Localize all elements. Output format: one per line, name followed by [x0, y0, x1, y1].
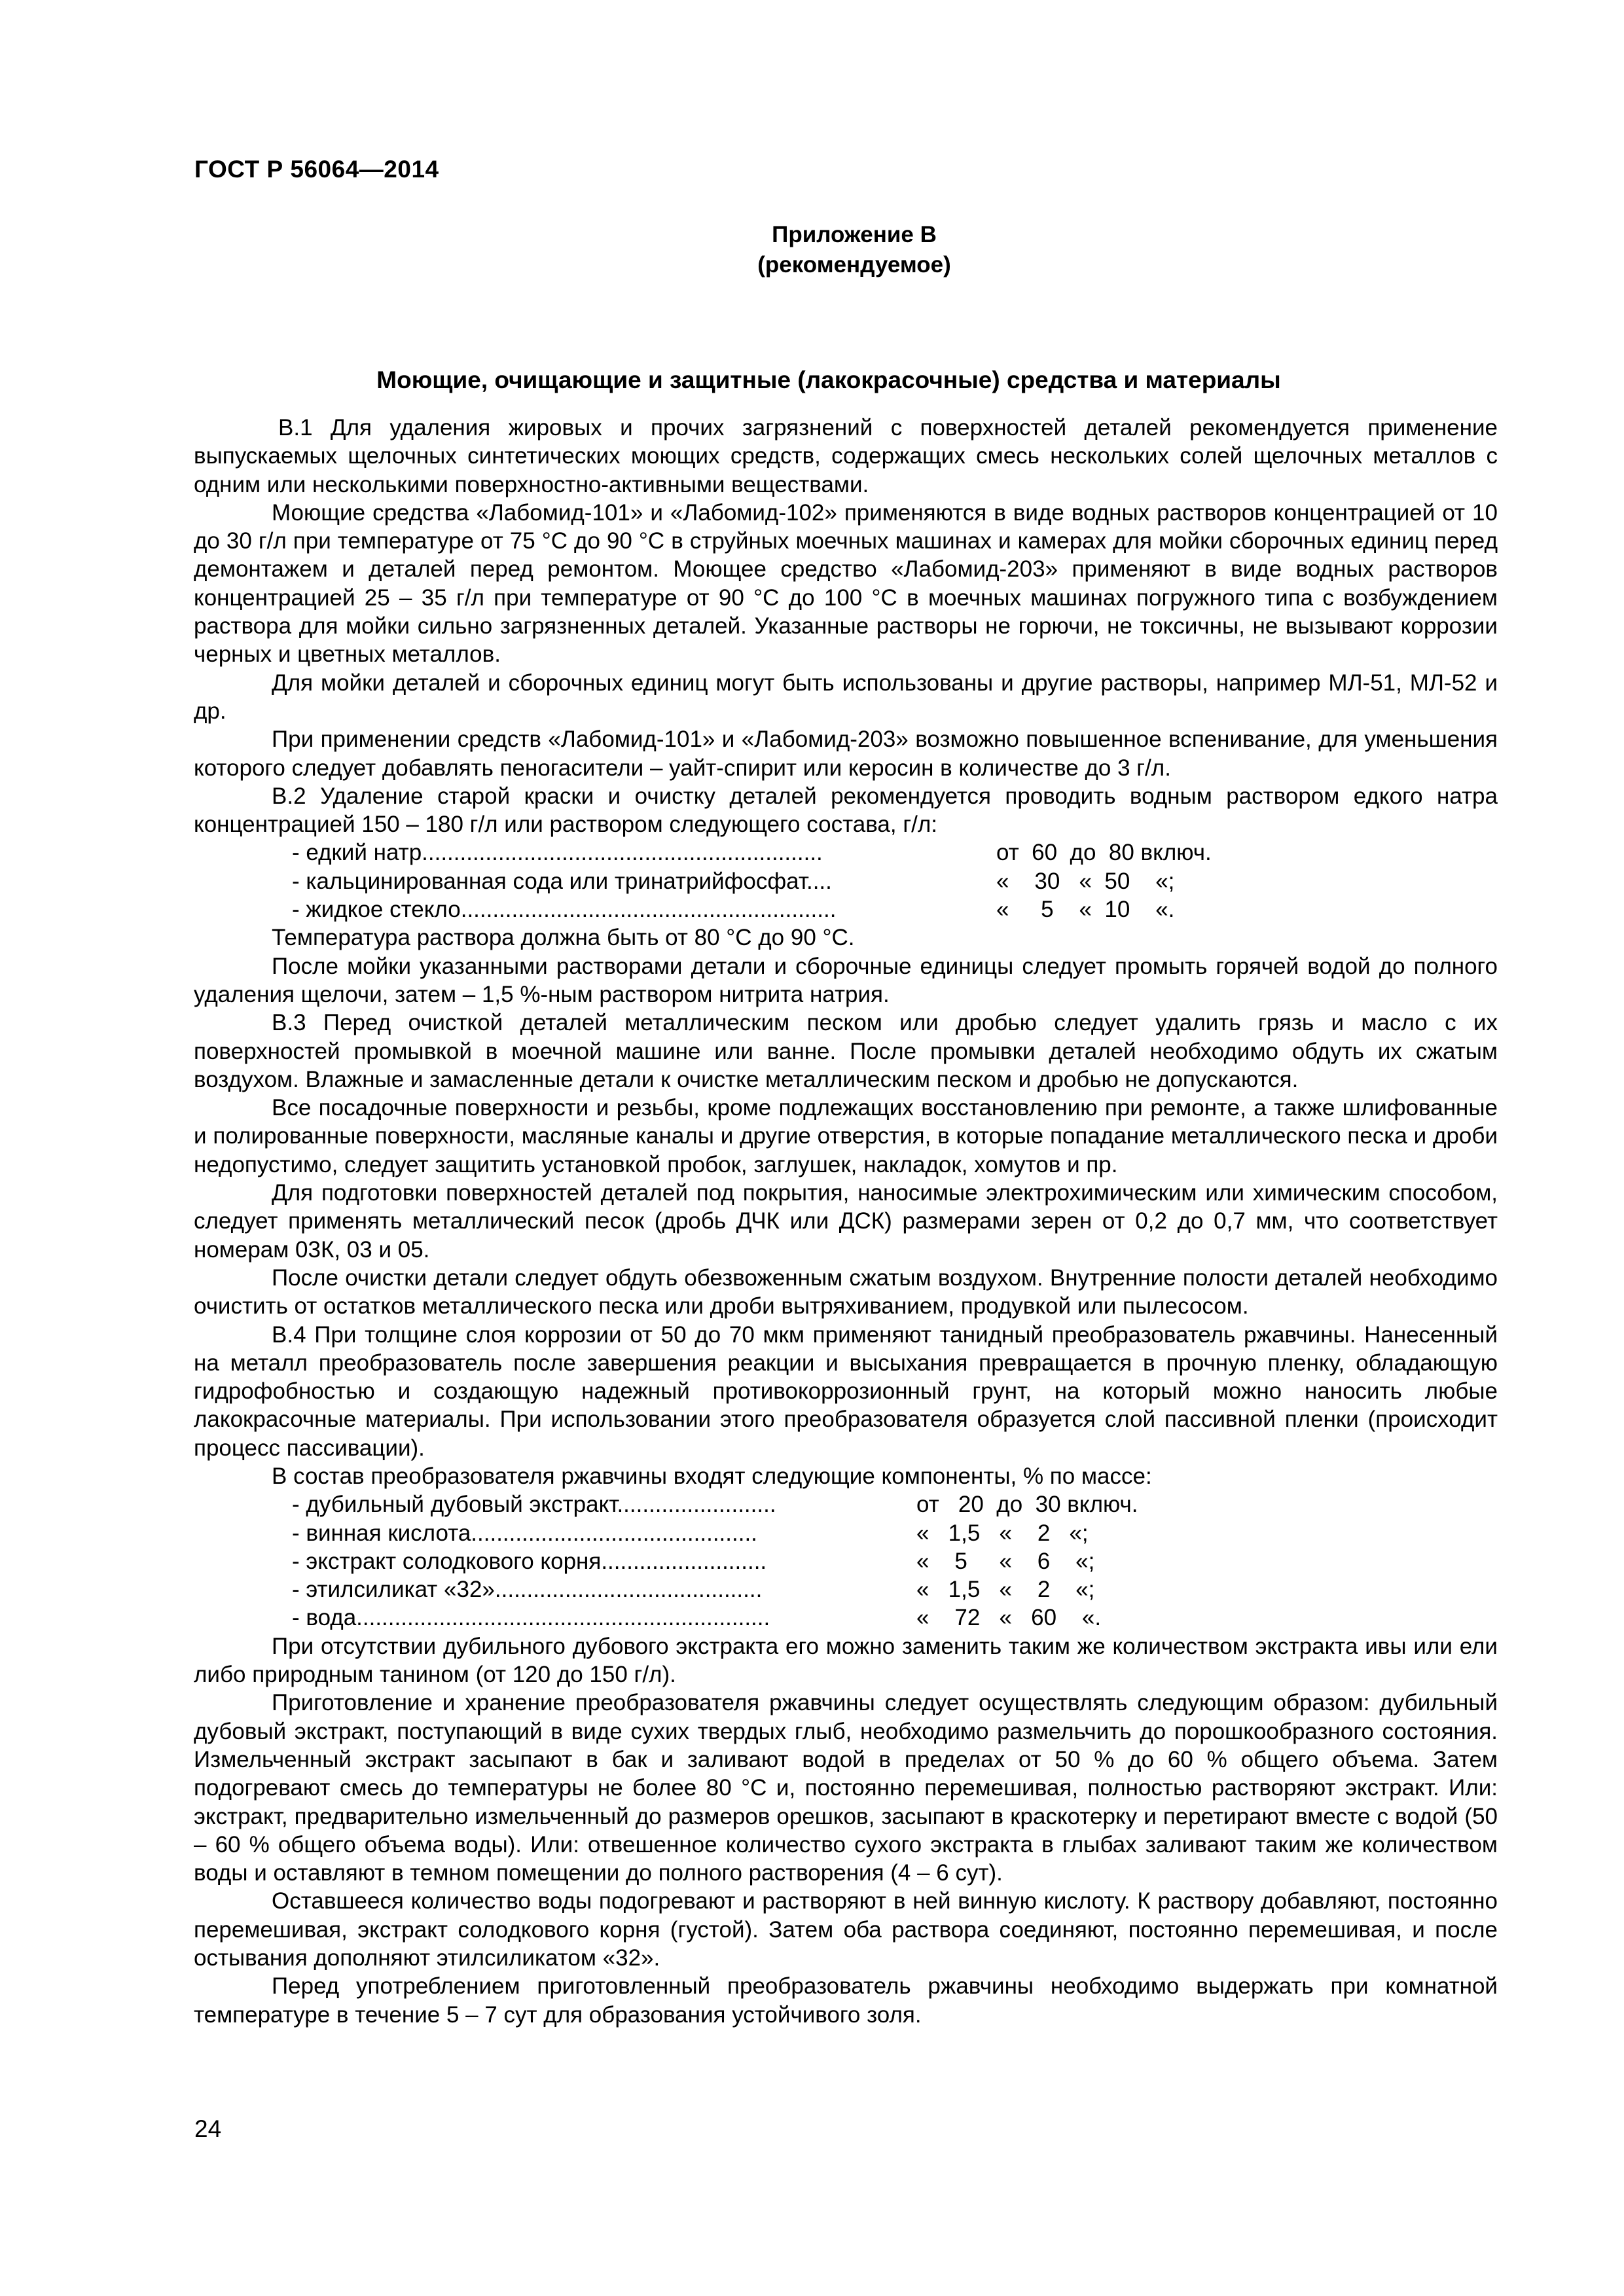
list-item [194, 838, 1498, 867]
paragraph: В состав преобразователя ржавчины входят следующие компоненты, % по массе: [272, 1463, 1152, 1489]
item-value: « 5 « 10 «. [996, 897, 1175, 923]
paragraph: Все посадочные поверхности и резьбы, кроме подлежащих восстановлению при ремонте, а также шлифованные и полированные поверхности, масляные каналы и другие отверстия, в которые попадание металлического песка и дроби недопустимо, следует защитить установкой пробок, заглушек, накладок, хомутов и пр. [194, 1095, 1498, 1177]
item-label: - экстракт солодкового корня.......................... [292, 1548, 767, 1574]
paragraph: Моющие средства «Лабомид-101» и «Лабомид-102» применяются в виде водных растворов концентрацией от 10 до 30 г/л при температуре от 75 °С до 90 °С в струйных моечных машинах и камерах для мойки сборочных единиц перед демонтажем и деталей перед ремонтом. Моющее средство «Лабомид-203» применяют в виде водных растворов концентрацией 25 – 35 г/л при температуре от 90 °С до 100 °С в моечных машинах погружного типа с возбуждением раствора для мойки сильно загрязненных деталей. Указанные растворы не горючи, не токсичны, не вызывают коррозии черных и цветных металлов. [194, 499, 1498, 668]
paint-removal-list [194, 838, 1498, 924]
list-item [194, 1604, 1498, 1632]
paragraph: Приготовление и хранение преобразователя ржавчины следует осуществлять следующим образом: дубильный дубовый экстракт, поступающий в виде сухих твердых глыб, необходимо размельчить до порошкообразного состояния. Измельченный экстракт засыпают в бак и заливают водой в пределах от 50 % до 60 % общего объема. Затем подогревают смесь до температуры не более 80 °С и, постоянно перемешивая, полностью растворяют экстракт. Или: экстракт, предварительно измельченный до размеров орешков, засыпают в краскотерку и перетирают вместе с водой (50 – 60 % общего объема воды). Или: отвешенное количество сухого экстракта в глыбах заливают таким же количеством воды и оставляют в темном помещении до полного растворения (4 – 6 сут). [194, 1690, 1498, 1886]
item-label: - вода................................................................. [292, 1605, 770, 1631]
standard-code: ГОСТ Р 56064—2014 [194, 156, 439, 183]
list-item [194, 1547, 1498, 1575]
item-label: - кальцинированная сода или тринатрийфосфат.... [292, 868, 832, 894]
appendix-title: Приложение В [772, 222, 937, 247]
list-item [194, 1575, 1498, 1604]
paragraph: Температура раствора должна быть от 80 °С до 90 °С. [272, 925, 855, 951]
paragraph: Для мойки деталей и сборочных единиц могут быть использованы и другие растворы, например МЛ-51, МЛ-52 и др. [194, 670, 1498, 724]
paragraph: При применении средств «Лабомид-101» и «Лабомид-203» возможно повышенное вспенивание, для уменьшения которого следует добавлять пеногасители – уайт-спирит или керосин в количестве до 3 г/л. [194, 726, 1498, 781]
item-value: от 60 до 80 включ. [996, 840, 1212, 866]
item-value: « 72 « 60 «. [916, 1605, 1102, 1631]
item-label: - едкий натр............................................................... [292, 840, 823, 866]
item-label: - этилсиликат «32».......................................... [292, 1577, 763, 1603]
item-value: « 1,5 « 2 «; [916, 1520, 1089, 1546]
appendix-type: (рекомендуемое) [757, 252, 951, 278]
rust-converter-list [194, 1490, 1498, 1632]
paragraph: Оставшееся количество воды подогревают и растворяют в ней винную кислоту. К раствору добавляют, постоянно перемешивая, экстракт солодкового корня (густой). Затем оба раствора соединяют, постоянно перемешивая, и после остывания дополняют этилсиликатом «32». [194, 1888, 1498, 1971]
paragraph: После очистки детали следует обдуть обезвоженным сжатым воздухом. Внутренние полости деталей необходимо очистить от остатков металлического песка или дроби вытряхиванием, продувкой или пылесосом. [194, 1265, 1498, 1319]
paragraph: В.4 При толщине слоя коррозии от 50 до 70 мкм применяют танидный преобразователь ржавчины. Нанесенный на металл преобразователь после завершения реакции и высыхания превращается в прочную пленку, обладающую гидрофобностью и создающую надежный противокоррозионный грунт, на который можно наносить любые лакокрасочные материалы. При использовании этого преобразователя образуется слой пассивной пленки (происходит процесс пассивации). [194, 1321, 1498, 1461]
item-label: - дубильный дубовый экстракт......................... [292, 1492, 776, 1518]
list-item [194, 895, 1498, 924]
item-label: - винная кислота............................................. [292, 1520, 757, 1546]
section-title: Моющие, очищающие и защитные (лакокрасочные) средства и материалы [376, 367, 1281, 393]
paragraph: В.2 Удаление старой краски и очистку деталей рекомендуется проводить водным раствором едкого натра концентрацией 150 – 180 г/л или раствором следующего состава, г/л: [194, 783, 1498, 838]
list-item [194, 867, 1498, 895]
paragraph: Перед употреблением приготовленный преобразователь ржавчины необходимо выдержать при комнатной температуре в течение 5 – 7 сут для образования устойчивого золя. [194, 1973, 1498, 2028]
paragraph: В.3 Перед очисткой деталей металлическим песком или дробью следует удалить грязь и масло с их поверхностей промывкой в моечной машине или ванне. После промывки деталей необходимо обдуть их сжатым воздухом. Влажные и замасленные детали к очистке металлическим песком и дробью не допускаются. [194, 1010, 1498, 1092]
list-item [194, 1519, 1498, 1547]
paragraph: При отсутствии дубильного дубового экстракта его можно заменить таким же количеством экстракта ивы или ели либо природным танином (от 120 до 150 г/л). [194, 1633, 1498, 1688]
item-value: от 20 до 30 включ. [916, 1492, 1138, 1518]
item-label: - жидкое стекло........................................................... [292, 897, 837, 923]
item-value: « 30 « 50 «; [996, 868, 1175, 894]
list-item [194, 1490, 1498, 1518]
paragraph: После мойки указанными растворами детали и сборочные единицы следует промыть горячей водой до полного удаления щелочи, затем – 1,5 %-ным раствором нитрита натрия. [194, 953, 1498, 1007]
item-value: « 1,5 « 2 «; [916, 1577, 1095, 1603]
document-body [194, 414, 1498, 2029]
paragraph: В.1 Для удаления жировых и прочих загрязнений с поверхностей деталей рекомендуется применение выпускаемых щелочных синтетических моющих средств, содержащих смесь нескольких солей щелочных металлов с одним или несколькими поверхностно-активными веществами. [194, 415, 1498, 497]
paragraph: Для подготовки поверхностей деталей под покрытия, наносимые электрохимическим или химическим способом, следует применять металлический песок (дробь ДЧК или ДСК) размерами зерен от 0,2 до 0,7 мм, что соответствует номерам 03К, 03 и 05. [194, 1180, 1498, 1263]
page-number: 24 [194, 2115, 222, 2142]
item-value: « 5 « 6 «; [916, 1548, 1095, 1574]
